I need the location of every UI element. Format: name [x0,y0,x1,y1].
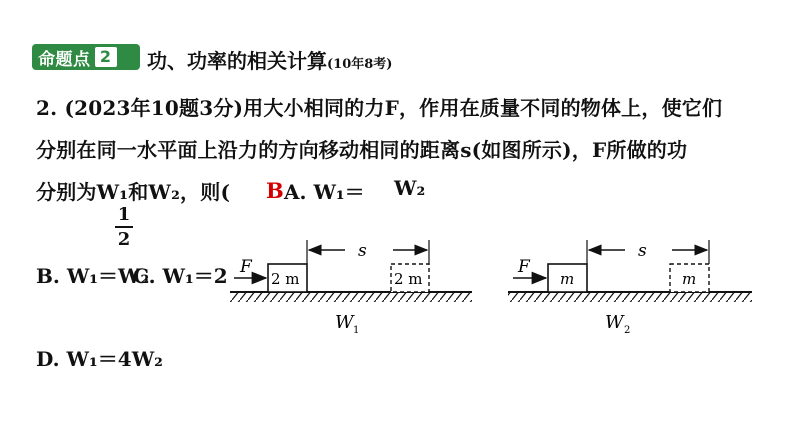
answer-mark: B [266,178,284,203]
right-caption-sub: 2 [624,325,631,336]
left-distance-label: s [358,241,367,261]
fraction-denominator: 2 [117,229,131,250]
topic-badge-number: 2 [95,47,117,67]
left-force-label: F [240,257,252,277]
left-diagram [230,240,472,336]
option-a: A. W₁＝ [284,180,365,204]
right-distance-label: s [638,241,647,261]
left-ground-hatch [230,293,472,302]
left-caption-sub: 1 [353,325,360,336]
question-line-3: 分别为W₁和W₂，则( [36,180,231,204]
question-line-1: 2. (2023年10题3分)用大小相同的力F，作用在质量不同的物体上，使它们 [36,96,723,120]
right-caption: W [605,312,624,333]
right-ground-hatch [508,293,752,302]
left-box-start-label: 2 m [271,270,300,288]
left-caption: W [335,312,354,333]
section-title-text: 功、功率的相关计算 [147,49,327,73]
right-force-label: F [518,257,530,277]
section-title-note: (10年8考) [327,57,393,72]
fraction-numerator: 1 [117,204,131,225]
right-box-start-label: m [560,270,575,288]
option-d: D. W₁＝4W₂ [36,347,163,371]
option-c: C. W₁＝2 [133,264,228,288]
question-line-2: 分别在同一水平面上沿力的方向移动相同的距离s(如图所示)，F所做的功 [36,138,688,162]
right-box-end-label: m [682,270,697,288]
option-b: B. W₁＝W₂ [36,264,150,288]
topic-badge-label: 命题点 [38,49,91,70]
left-box-end-label: 2 m [394,270,423,288]
option-a-tail: W₂ [394,176,426,200]
right-diagram [508,240,752,336]
